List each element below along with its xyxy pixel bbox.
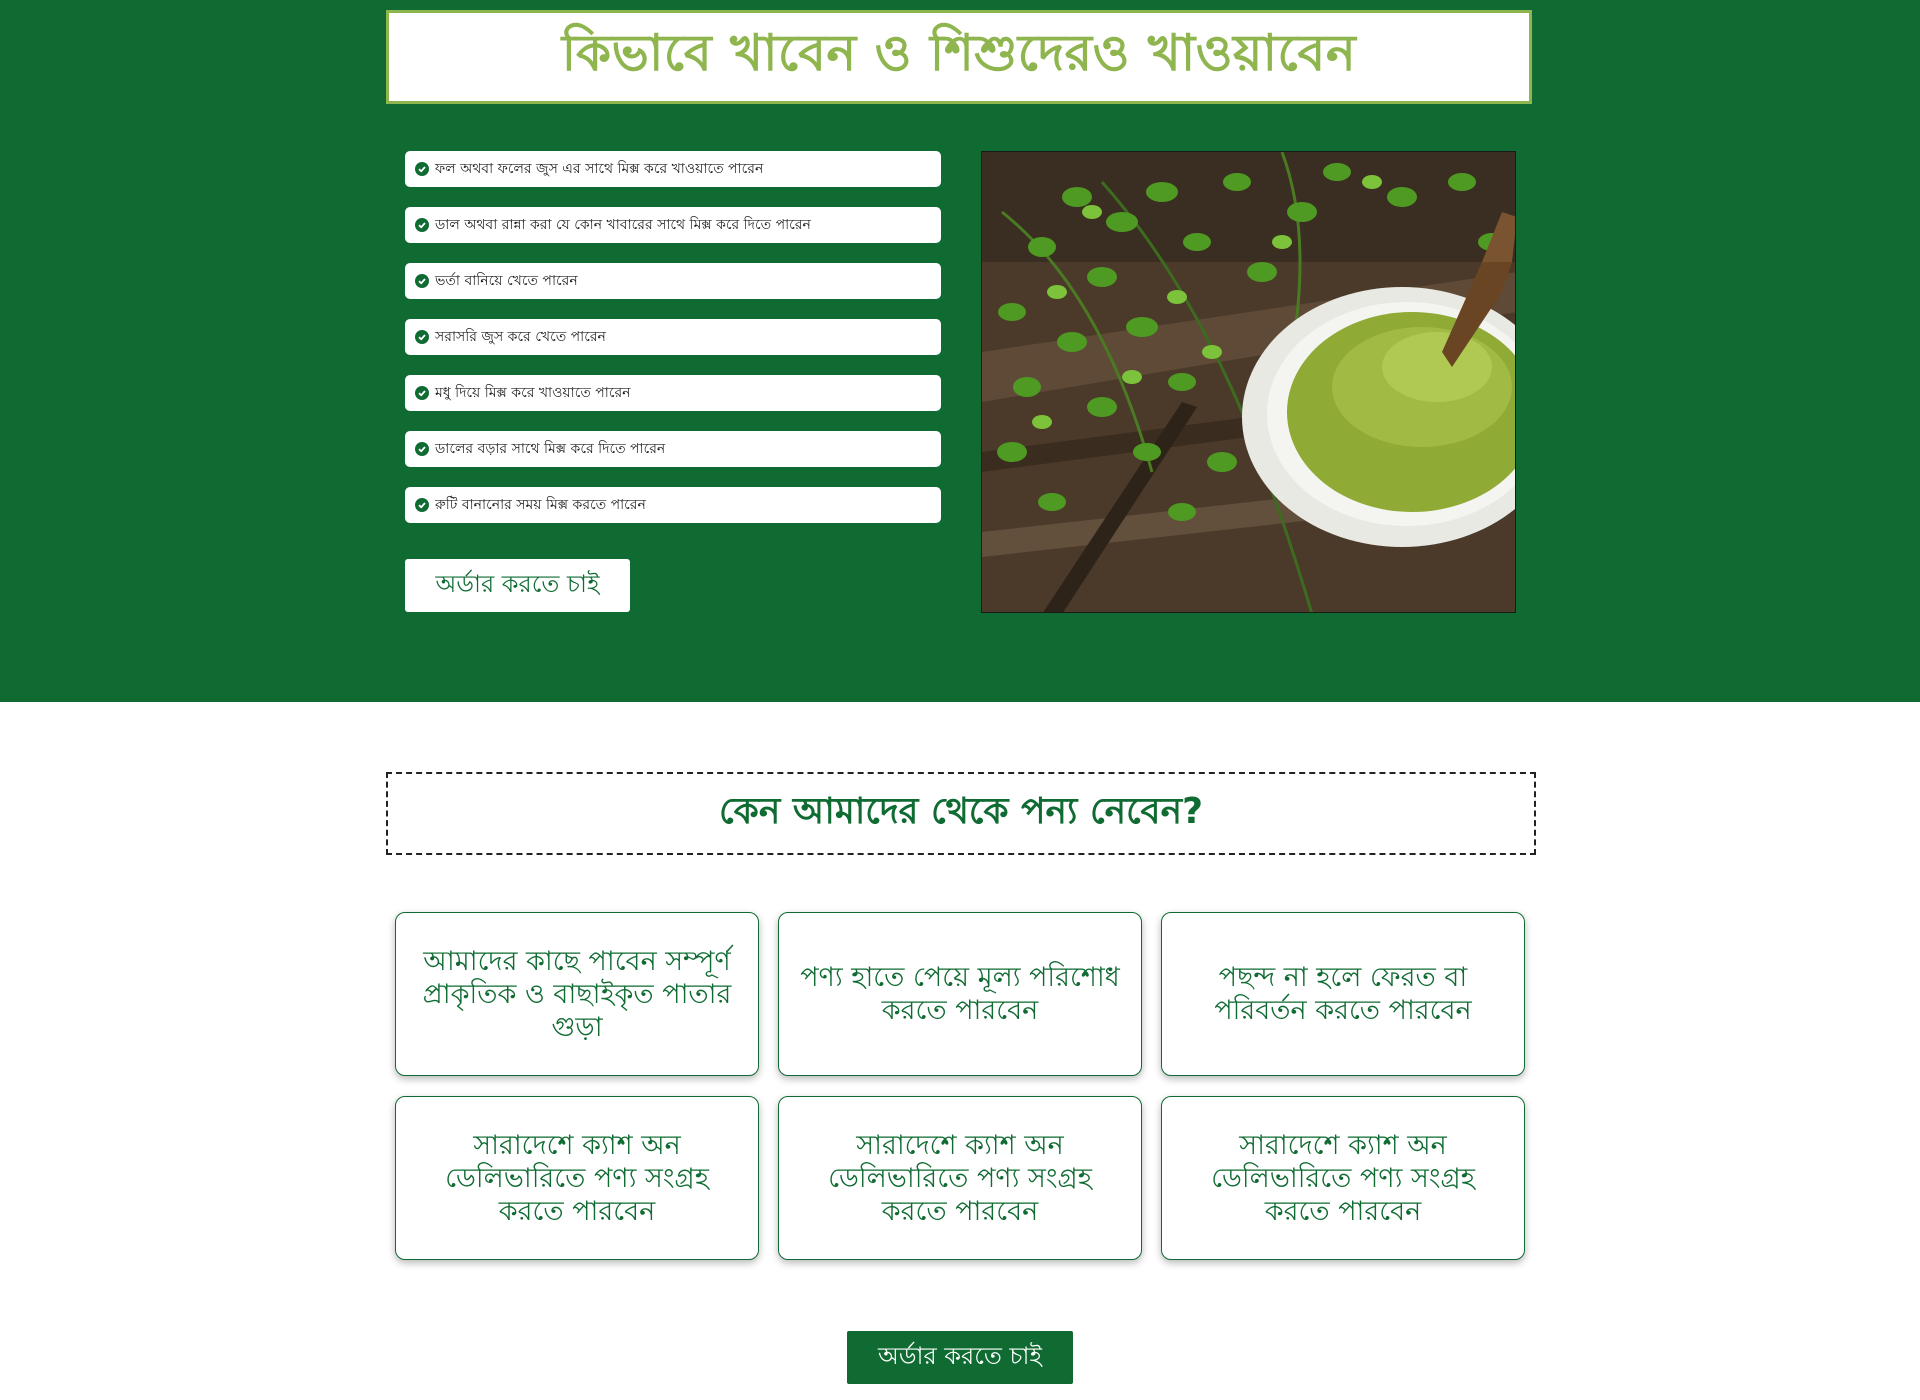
feature-card: সারাদেশে ক্যাশ অন ডেলিভারিতে পণ্য সংগ্রহ করতে পারবেন xyxy=(778,1096,1142,1260)
usage-tip-text: ভর্তা বানিয়ে খেতে পারেন xyxy=(435,273,578,289)
feature-grid xyxy=(395,912,1525,1260)
usage-tip xyxy=(405,319,941,355)
check-circle-icon xyxy=(415,274,429,288)
feature-card: পণ্য হাতে পেয়ে মূল্য পরিশোধ করতে পারবেন xyxy=(778,912,1142,1076)
usage-title: কিভাবে খাবেন ও শিশুদেরও খাওয়াবেন xyxy=(561,23,1357,82)
moringa-powder-illustration xyxy=(982,152,1516,613)
check-circle-icon xyxy=(415,442,429,456)
usage-tip-text: মধু দিয়ে মিক্স করে খাওয়াতে পারেন xyxy=(435,385,631,401)
feature-card: সারাদেশে ক্যাশ অন ডেলিভারিতে পণ্য সংগ্রহ করতে পারবেন xyxy=(395,1096,759,1260)
why-title: কেন আমাদের থেকে পন্য নেবেন? xyxy=(719,790,1203,832)
usage-tip xyxy=(405,263,941,299)
feature-card: সারাদেশে ক্যাশ অন ডেলিভারিতে পণ্য সংগ্রহ করতে পারবেন xyxy=(1161,1096,1525,1260)
usage-tip xyxy=(405,487,941,523)
usage-tip-list xyxy=(405,151,941,543)
usage-tip xyxy=(405,431,941,467)
moringa-powder-image xyxy=(981,151,1516,613)
feature-card: আমাদের কাছে পাবেন সম্পূর্ণ প্রাকৃতিক ও বাছাইকৃত পাতার গুড়া xyxy=(395,912,759,1076)
usage-tip-text: সরাসরি জুস করে খেতে পারেন xyxy=(435,329,606,345)
order-button-bottom[interactable]: অর্ডার করতে চাই xyxy=(847,1331,1073,1384)
usage-tip-text: ফল অথবা ফলের জুস এর সাথে মিক্স করে খাওয়াতে পারেন xyxy=(435,161,764,177)
check-circle-icon xyxy=(415,330,429,344)
usage-title-box xyxy=(386,10,1532,104)
check-circle-icon xyxy=(415,498,429,512)
check-circle-icon xyxy=(415,218,429,232)
usage-tip-text: ডাল অথবা রান্না করা যে কোন খাবারের সাথে মিক্স করে দিতে পারেন xyxy=(435,217,811,233)
usage-tip xyxy=(405,151,941,187)
usage-tip xyxy=(405,207,941,243)
check-circle-icon xyxy=(415,386,429,400)
order-button-top[interactable]: অর্ডার করতে চাই xyxy=(405,559,630,612)
check-circle-icon xyxy=(415,162,429,176)
usage-tip xyxy=(405,375,941,411)
usage-tip-text: রুটি বানানোর সময় মিক্স করতে পারেন xyxy=(435,497,646,513)
feature-card: পছন্দ না হলে ফেরত বা পরিবর্তন করতে পারবেন xyxy=(1161,912,1525,1076)
usage-tip-text: ডালের বড়ার সাথে মিক্স করে দিতে পারেন xyxy=(435,441,666,457)
why-title-box xyxy=(386,772,1536,855)
